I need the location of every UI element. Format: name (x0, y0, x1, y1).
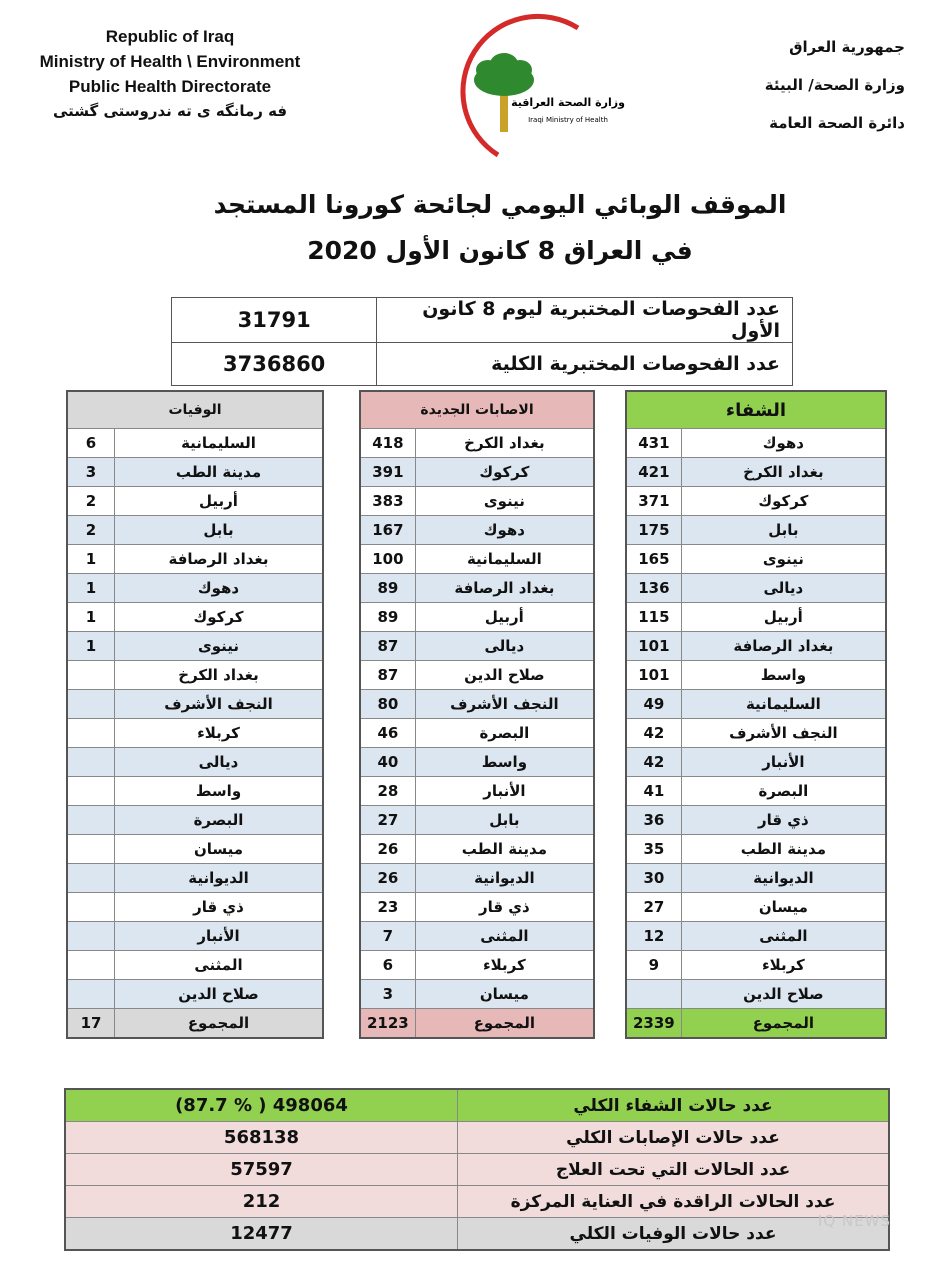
summary-label: عدد حالات الإصابات الكلي (458, 1122, 890, 1154)
row-value: 3 (360, 980, 415, 1009)
row-value: 28 (360, 777, 415, 806)
row-value (67, 690, 115, 719)
row-governorate: مدينة الطب (415, 835, 594, 864)
table-row (360, 458, 594, 487)
total-value: 17 (67, 1009, 115, 1039)
daily-tests-value: 31791 (172, 298, 377, 343)
row-governorate: دهوك (115, 574, 324, 603)
table-row (360, 632, 594, 661)
table-row (360, 516, 594, 545)
summary-table (64, 1088, 890, 1251)
row-value: 383 (360, 487, 415, 516)
table-row (626, 835, 886, 864)
row-governorate: ديالى (115, 748, 324, 777)
row-value (67, 719, 115, 748)
summary-row (65, 1186, 889, 1218)
row-governorate: ذي قار (681, 806, 886, 835)
row-value: 167 (360, 516, 415, 545)
table-row (626, 777, 886, 806)
recoveries-table (625, 390, 887, 1039)
row-value: 89 (360, 603, 415, 632)
row-governorate: ميسان (681, 893, 886, 922)
row-governorate: ديالى (415, 632, 594, 661)
row-governorate: البصرة (681, 777, 886, 806)
daily-tests-label: عدد الفحوصات المختبرية ليوم 8 كانون الأول (377, 298, 793, 343)
row-governorate: نينوى (115, 632, 324, 661)
row-value: 2 (67, 487, 115, 516)
row-value: 87 (360, 632, 415, 661)
watermark: IQ NEWS (817, 1212, 891, 1230)
table-row (626, 632, 886, 661)
table-row (360, 690, 594, 719)
header-left-line-3: Public Health Directorate (68, 77, 272, 96)
row-governorate: صلاح الدين (415, 661, 594, 690)
total-label: المجموع (415, 1009, 594, 1039)
table-row (626, 690, 886, 719)
row-governorate: بغداد الرصافة (415, 574, 594, 603)
summary-label: عدد الحالات التي تحت العلاج (458, 1154, 890, 1186)
header-right-block (705, 28, 905, 142)
row-governorate: ذي قار (115, 893, 324, 922)
row-value: 87 (360, 661, 415, 690)
row-governorate: المثنى (115, 951, 324, 980)
row-governorate: ميسان (115, 835, 324, 864)
row-value: 23 (360, 893, 415, 922)
row-governorate: واسط (115, 777, 324, 806)
table-row (360, 603, 594, 632)
row-governorate: بابل (681, 516, 886, 545)
row-governorate: النجف الأشرف (681, 719, 886, 748)
table-row (626, 806, 886, 835)
summary-value: 12477 (65, 1218, 458, 1251)
row-governorate: أربيل (681, 603, 886, 632)
row-value (67, 864, 115, 893)
table-row (67, 922, 323, 951)
row-governorate: واسط (681, 661, 886, 690)
table-row (626, 893, 886, 922)
row-governorate: الديوانية (415, 864, 594, 893)
table-row (67, 516, 323, 545)
summary-row (65, 1154, 889, 1186)
table-row (626, 516, 886, 545)
summary-label: عدد حالات الشفاء الكلي (458, 1089, 890, 1122)
table-row (67, 951, 323, 980)
row-governorate: صلاح الدين (115, 980, 324, 1009)
table-row (67, 545, 323, 574)
table-row (67, 777, 323, 806)
new-cases-table (359, 390, 595, 1039)
total-value: 2123 (360, 1009, 415, 1039)
row-governorate: كركوك (115, 603, 324, 632)
table-row (67, 806, 323, 835)
summary-label: عدد حالات الوفيات الكلي (458, 1218, 890, 1251)
row-value: 9 (626, 951, 681, 980)
header-left-kurdish: فه رمانگه ى ته ندروستى گشتى (52, 102, 288, 120)
row-value: 27 (626, 893, 681, 922)
row-governorate: الديوانية (115, 864, 324, 893)
row-governorate: الأنبار (415, 777, 594, 806)
row-value: 40 (360, 748, 415, 777)
row-value: 2 (67, 516, 115, 545)
row-governorate: بابل (415, 806, 594, 835)
daily-tests-row (172, 298, 793, 343)
row-value (67, 748, 115, 777)
row-value: 89 (360, 574, 415, 603)
row-value: 1 (67, 574, 115, 603)
table-row (67, 893, 323, 922)
lab-tests-table (171, 297, 793, 386)
table-row (360, 661, 594, 690)
row-value (67, 835, 115, 864)
row-governorate: أربيل (115, 487, 324, 516)
row-value: 30 (626, 864, 681, 893)
table-row (626, 748, 886, 777)
table-row (67, 661, 323, 690)
summary-value: 568138 (65, 1122, 458, 1154)
row-governorate: السليمانية (115, 429, 324, 458)
table-row (67, 864, 323, 893)
row-value: 1 (67, 545, 115, 574)
row-value: 36 (626, 806, 681, 835)
total-value: 2339 (626, 1009, 681, 1039)
row-value: 42 (626, 748, 681, 777)
row-governorate: نينوى (415, 487, 594, 516)
table-row (360, 980, 594, 1009)
table-row (67, 574, 323, 603)
row-value (67, 922, 115, 951)
row-governorate: كربلاء (415, 951, 594, 980)
table-row (360, 545, 594, 574)
row-value: 165 (626, 545, 681, 574)
row-governorate: النجف الأشرف (115, 690, 324, 719)
row-governorate: المثنى (681, 922, 886, 951)
row-governorate: السليمانية (415, 545, 594, 574)
table-row (360, 864, 594, 893)
table-row (360, 748, 594, 777)
table-row (360, 777, 594, 806)
table-row (626, 864, 886, 893)
row-value: 27 (360, 806, 415, 835)
table-row (626, 574, 886, 603)
header-left-block (20, 24, 320, 124)
header-right-line-3: دائرة الصحة العامة (769, 114, 905, 132)
summary-label: عدد الحالات الراقدة في العناية المركزة (458, 1186, 890, 1218)
row-value: 46 (360, 719, 415, 748)
table-row (626, 545, 886, 574)
table-row (360, 429, 594, 458)
row-governorate: مدينة الطب (115, 458, 324, 487)
row-governorate: مدينة الطب (681, 835, 886, 864)
table-row (360, 719, 594, 748)
row-governorate: النجف الأشرف (415, 690, 594, 719)
table-row (626, 487, 886, 516)
row-governorate: بغداد الكرخ (115, 661, 324, 690)
header-right-line-2: وزارة الصحة/ البيئة (764, 76, 905, 94)
row-value: 35 (626, 835, 681, 864)
logo-english-text: Iraqi Ministry of Health (528, 116, 608, 124)
deaths-header: الوفيات (67, 391, 323, 429)
deaths-body (67, 429, 323, 1039)
table-row (67, 458, 323, 487)
summary-value: 57597 (65, 1154, 458, 1186)
summary-row (65, 1089, 889, 1122)
row-value (67, 951, 115, 980)
table-row (626, 458, 886, 487)
title-line-1: الموقف الوبائي اليومي لجائحة كورونا المستجد (213, 190, 787, 219)
row-value (626, 980, 681, 1009)
report-title (150, 182, 850, 274)
summary-value: 212 (65, 1186, 458, 1218)
row-governorate: كركوك (681, 487, 886, 516)
new-cases-header: الاصابات الجديدة (360, 391, 594, 429)
total-label: المجموع (115, 1009, 324, 1039)
row-governorate: الأنبار (681, 748, 886, 777)
row-governorate: ميسان (415, 980, 594, 1009)
row-governorate: واسط (415, 748, 594, 777)
summary-value: (87.7 % ) 498064 (65, 1089, 458, 1122)
new-cases-body (360, 429, 594, 1039)
table-row (626, 980, 886, 1009)
table-row (67, 719, 323, 748)
row-value (67, 980, 115, 1009)
row-value: 49 (626, 690, 681, 719)
row-governorate: كركوك (415, 458, 594, 487)
row-governorate: المثنى (415, 922, 594, 951)
table-row (67, 429, 323, 458)
row-value: 175 (626, 516, 681, 545)
row-value: 101 (626, 661, 681, 690)
row-governorate: السليمانية (681, 690, 886, 719)
header-left-line-2: Ministry of Health \ Environment (39, 52, 301, 71)
table-row (626, 429, 886, 458)
row-governorate: بغداد الكرخ (681, 458, 886, 487)
total-tests-label: عدد الفحوصات المختبرية الكلية (377, 343, 793, 386)
row-value (67, 893, 115, 922)
logo-emblem-icon (428, 10, 625, 160)
row-governorate: أربيل (415, 603, 594, 632)
row-governorate: كربلاء (681, 951, 886, 980)
title-line-2: في العراق 8 كانون الأول 2020 (307, 236, 693, 265)
row-governorate: البصرة (115, 806, 324, 835)
row-value: 6 (360, 951, 415, 980)
row-governorate: كربلاء (115, 719, 324, 748)
row-value (67, 806, 115, 835)
row-governorate: نينوى (681, 545, 886, 574)
total-tests-row (172, 343, 793, 386)
row-governorate: البصرة (415, 719, 594, 748)
row-value: 100 (360, 545, 415, 574)
row-value: 26 (360, 835, 415, 864)
row-value: 1 (67, 632, 115, 661)
row-value: 12 (626, 922, 681, 951)
table-row (626, 661, 886, 690)
total-row (626, 1009, 886, 1039)
header-right-line-1: جمهورية العراق (789, 38, 905, 56)
summary-body (65, 1089, 889, 1250)
row-value: 371 (626, 487, 681, 516)
ministry-logo (428, 10, 625, 160)
table-row (67, 980, 323, 1009)
row-value: 26 (360, 864, 415, 893)
recoveries-header: الشفاء (626, 391, 886, 429)
table-row (626, 719, 886, 748)
row-governorate: بغداد الكرخ (415, 429, 594, 458)
row-governorate: بغداد الرصافة (681, 632, 886, 661)
summary-row (65, 1122, 889, 1154)
table-row (626, 603, 886, 632)
table-row (360, 893, 594, 922)
logo-arabic-text: وزارة الصحة العراقية (511, 96, 625, 109)
table-row (360, 835, 594, 864)
row-value: 41 (626, 777, 681, 806)
table-row (360, 574, 594, 603)
recoveries-body (626, 429, 886, 1039)
row-governorate: ذي قار (415, 893, 594, 922)
row-value: 115 (626, 603, 681, 632)
row-governorate: صلاح الدين (681, 980, 886, 1009)
row-value: 136 (626, 574, 681, 603)
table-row (67, 748, 323, 777)
table-row (67, 690, 323, 719)
row-value: 42 (626, 719, 681, 748)
deaths-table (66, 390, 324, 1039)
row-value: 431 (626, 429, 681, 458)
table-row (67, 487, 323, 516)
row-governorate: دهوك (415, 516, 594, 545)
row-governorate: بغداد الرصافة (115, 545, 324, 574)
row-value: 1 (67, 603, 115, 632)
total-label: المجموع (681, 1009, 886, 1039)
row-value: 101 (626, 632, 681, 661)
table-row (626, 922, 886, 951)
table-row (360, 951, 594, 980)
palm-tree-icon (474, 53, 534, 132)
table-row (626, 951, 886, 980)
table-row (360, 806, 594, 835)
table-row (360, 487, 594, 516)
row-governorate: بابل (115, 516, 324, 545)
header-left-line-1: Republic of Iraq (105, 27, 235, 46)
row-value (67, 661, 115, 690)
row-value: 418 (360, 429, 415, 458)
row-value: 3 (67, 458, 115, 487)
row-governorate: دهوك (681, 429, 886, 458)
row-governorate: الديوانية (681, 864, 886, 893)
row-value: 421 (626, 458, 681, 487)
row-governorate: ديالى (681, 574, 886, 603)
row-value: 7 (360, 922, 415, 951)
summary-row (65, 1218, 889, 1251)
table-row (67, 632, 323, 661)
table-row (67, 603, 323, 632)
row-value: 80 (360, 690, 415, 719)
total-tests-value: 3736860 (172, 343, 377, 386)
table-row (67, 835, 323, 864)
table-row (360, 922, 594, 951)
row-value (67, 777, 115, 806)
row-value: 391 (360, 458, 415, 487)
total-row (360, 1009, 594, 1039)
row-governorate: الأنبار (115, 922, 324, 951)
total-row (67, 1009, 323, 1039)
row-value: 6 (67, 429, 115, 458)
